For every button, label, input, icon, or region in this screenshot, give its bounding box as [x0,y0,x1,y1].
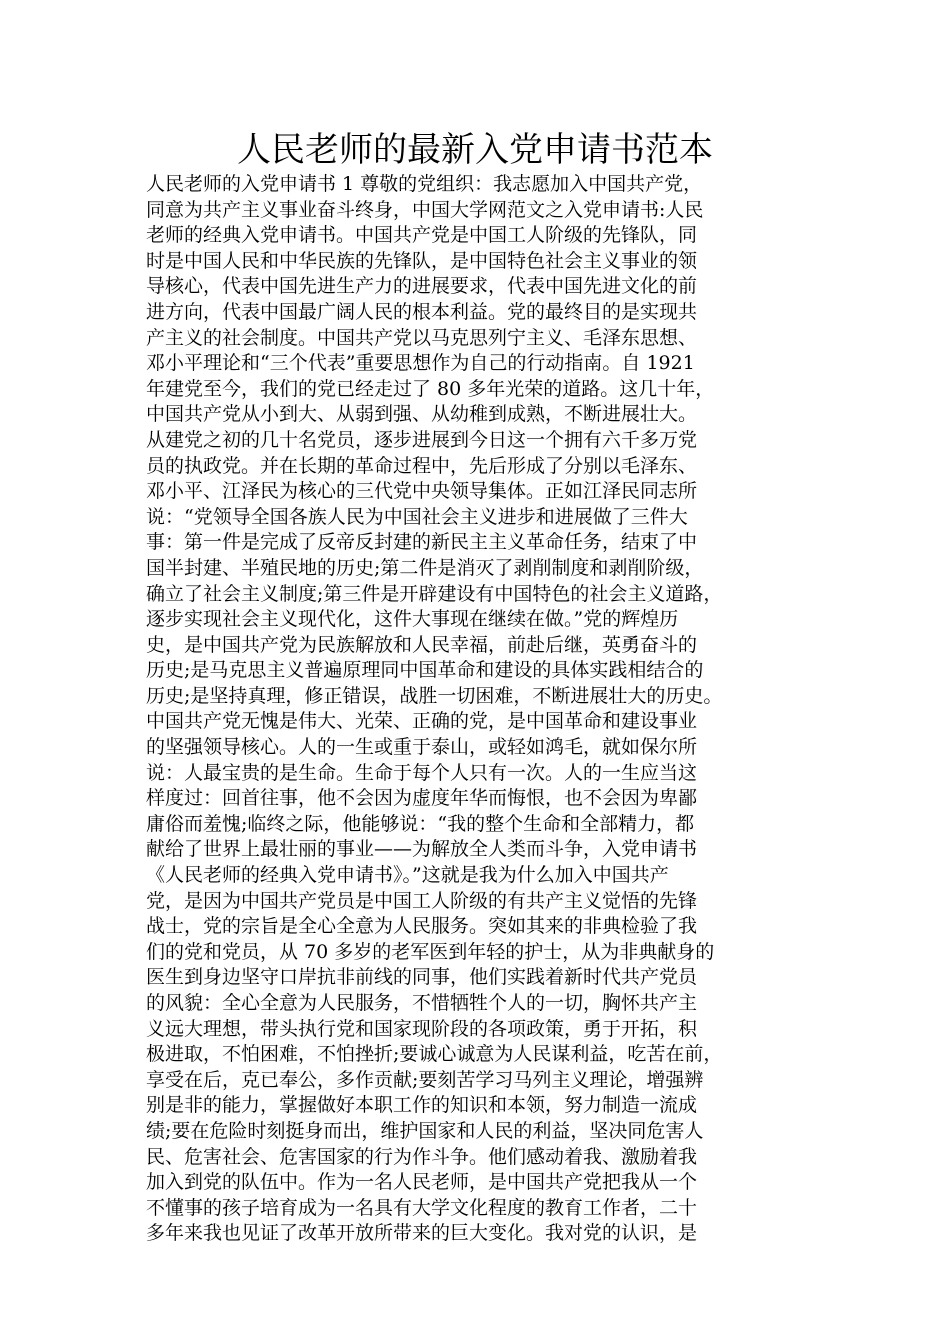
paragraph-line: 医生到身边坚守口岸抗非前线的同事，他们实践着新时代共产党员 [146,966,698,989]
paragraph-line: 庸俗而羞愧;临终之际，他能够说：“我的整个生命和全部精力，都 [146,812,695,835]
paragraph-line: 年建党至今，我们的党已经走过了 80 多年光荣的道路。这几十年， [146,377,715,400]
paragraph-line: 历史;是马克思主义普遍原理同中国革命和建设的具体实践相结合的 [146,659,704,682]
document-body [146,172,816,1247]
paragraph-line: 多年来我也见证了改革开放所带来的巨大变化。我对党的认识，是 [146,1222,698,1245]
paragraph-line: 样度过：回首往事，他不会因为虚度年华而悔恨，也不会因为卑鄙 [146,787,698,810]
paragraph-line: 从建党之初的几十名党员，逐步进展到今日这一个拥有六千多万党 [146,428,698,451]
paragraph-line: 《人民老师的经典入党申请书》。”这就是我为什么加入中国共产 [146,864,669,887]
paragraph-line: 战士，党的宗旨是全心全意为人民服务。突如其来的非典检验了我 [146,915,698,938]
paragraph-line: 人民老师的入党申请书 1 尊敬的党组织：我志愿加入中国共产党， [146,173,703,195]
paragraph-line: 说：“党领导全国各族人民为中国社会主义进步和进展做了三件大 [146,505,688,528]
paragraph-line: 中国共产党无愧是伟大、光荣、正确的党，是中国革命和建设事业 [146,710,698,733]
paragraph-line: 员的执政党。并在长期的革命过程中，先后形成了分别以毛泽东、 [146,454,698,477]
paragraph-line: 时是中国人民和中华民族的先锋队，是中国特色社会主义事业的领 [146,249,698,272]
paragraph-line: 事：第一件是完成了反帝反封建的新民主主义革命任务，结束了中 [146,531,698,554]
paragraph-line: 同意为共产主义事业奋斗终身，中国大学网范文之入党申请书:人民 [146,198,704,221]
paragraph-line: 历史;是坚持真理，修正错误，战胜一切困难，不断进展壮大的历史。 [146,684,723,707]
paragraph-line: 产主义的社会制度。中国共产党以马克思列宁主义、毛泽东思想、 [146,326,698,349]
paragraph-line: 逐步实现社会主义现代化，这件大事现在继续在做。”党的辉煌历 [146,608,679,631]
paragraph-line: 导核心，代表中国先进生产力的进展要求，代表中国先进文化的前 [146,275,698,298]
paragraph-line: 民、危害社会、危害国家的行为作斗争。他们感动着我、激励着我 [146,1145,698,1168]
document-title: 人民老师的最新入党申请书范本 [237,130,713,170]
paragraph-line: 极进取，不怕困难，不怕挫折;要诚心诚意为人民谋利益，吃苦在前， [146,1043,723,1066]
paragraph-line: 老师的经典入党申请书。中国共产党是中国工人阶级的先锋队，同 [146,224,698,247]
paragraph-line: 党，是因为中国共产党员是中国工人阶级的有共产主义觉悟的先锋 [146,889,698,912]
paragraph-line: 邓小平、江泽民为核心的三代党中央领导集体。正如江泽民同志所 [146,480,698,503]
paragraph-line: 献给了世界上最壮丽的事业——为解放全人类而斗争，入党申请书 [146,838,698,861]
paragraph-line: 说：人最宝贵的是生命。生命于每个人只有一次。人的一生应当这 [146,761,698,784]
paragraph-line: 中国共产党从小到大、从弱到强、从幼稚到成熟，不断进展壮大。 [146,403,698,426]
paragraph-line: 们的党和党员，从 70 多岁的老军医到年轻的护士，从为非典献身的 [146,940,715,963]
paragraph-line: 史，是中国共产党为民族解放和人民幸福，前赴后继，英勇奋斗的 [146,633,698,656]
paragraph-line: 不懂事的孩子培育成为一名具有大学文化程度的教育工作者，二十 [146,1196,698,1219]
paragraph-line: 确立了社会主义制度;第三件是开辟建设有中国特色的社会主义道路， [146,582,723,605]
paragraph-line: 加入到党的队伍中。作为一名人民老师，是中国共产党把我从一个 [146,1171,698,1194]
paragraph-line: 的风貌：全心全意为人民服务，不惜牺牲个人的一切，胸怀共产主 [146,992,698,1014]
paragraph-line: 别是非的能力，掌握做好本职工作的知识和本领，努力制造一流成 [146,1094,698,1117]
paragraph-line: 绩;要在危险时刻挺身而出，维护国家和人民的利益，坚决同危害人 [146,1119,704,1142]
paragraph-line: 国半封建、半殖民地的历史;第二件是消灭了剥削制度和剥削阶级， [146,556,704,579]
paragraph-line: 的坚强领导核心。人的一生或重于泰山，或轻如鸿毛，就如保尔所 [146,736,698,759]
paragraph-line: 义远大理想，带头执行党和国家现阶段的各项政策，勇于开拓，积 [146,1017,698,1040]
paragraph-line: 邓小平理论和“三个代表”重要思想作为自己的行动指南。自 1921 [146,352,695,375]
paragraph-line: 进方向，代表中国最广阔人民的根本利益。党的最终目的是实现共 [146,300,698,323]
paragraph-line: 享受在后，克已奉公，多作贡献;要刻苦学习马列主义理论，增强辨 [146,1068,704,1091]
